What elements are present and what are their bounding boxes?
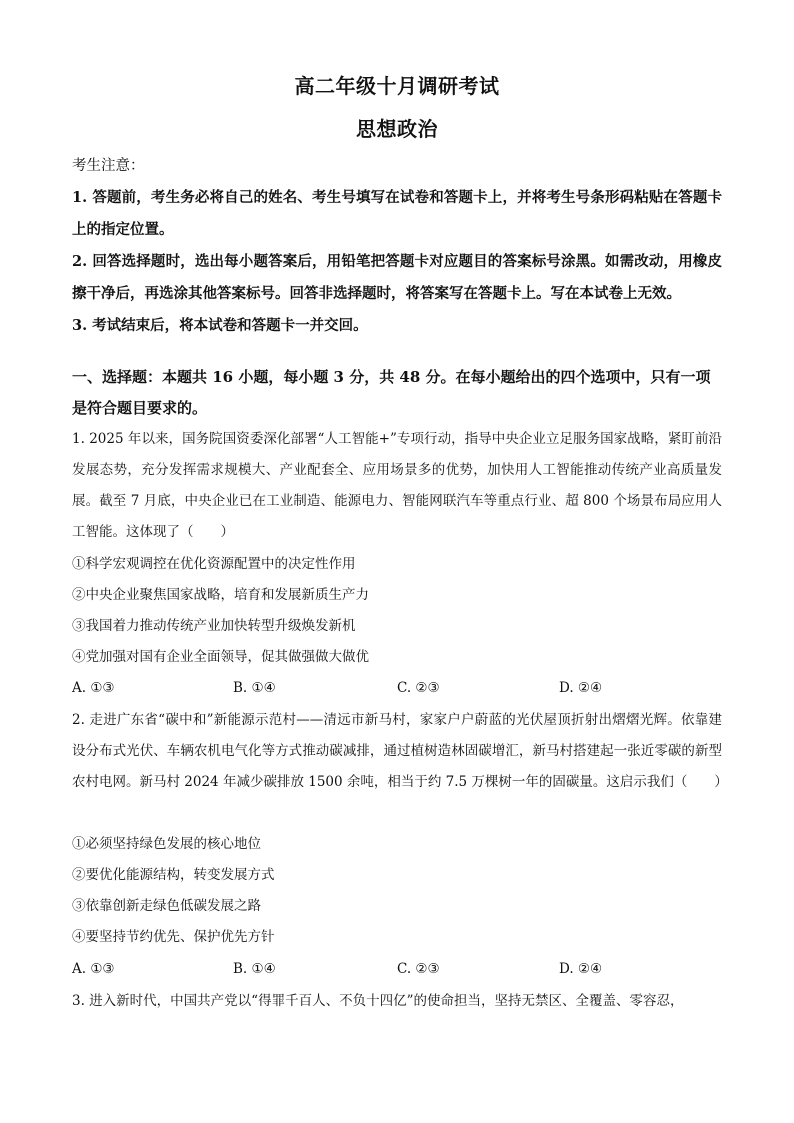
question-2-option-4: ④要坚持节约优先、保护优先方针: [72, 929, 275, 945]
choice-b: B. ①④: [233, 680, 276, 696]
question-2-option-1: ①必须坚持绿色发展的核心地位: [72, 836, 261, 852]
choice-b: B. ①④: [233, 961, 276, 977]
choice-a: A. ①③: [72, 680, 115, 696]
question-1-stem: 1. 2025 年以来，国务院国资委深化部署“人工智能+”专项行动，指导中央企业立足服务国家战略，紧盯前沿发展态势，充分发挥需求规模大、产业配套全、应用场景多的优势，加快用人工智能推动传统产业高质量发展。截至 7 月底，中央企业已在工业制造、能源电力、智能网联汽车等重点行业、超 800 个场景布局应用人工智能。这体现了（ ）: [72, 431, 722, 540]
choice-d: D. ②④: [559, 680, 603, 696]
question-2-choices: [72, 954, 722, 985]
note-item-1: 1. 答题前，考生务必将自己的姓名、考生号填写在试卷和答题卡上，并将考生号条形码粘贴在答题卡上的指定位置。: [72, 189, 722, 238]
choice-c: C. ②③: [397, 961, 440, 977]
question-2-stem: 2. 走进广东省“碳中和”新能源示范村——清远市新马村，家家户户蔚蓝的光伏屋顶折射出熠熠光辉。依靠建设分布式光伏、车辆农机电气化等方式推动碳减排，通过植树造林固碳增汇，新马村搭建起一张近零碳的新型农村电网。新马村 2024 年减少碳排放 1500 余吨，相当于约 7.5 万棵树一年的固碳量。这启示我们（ ）: [72, 712, 728, 790]
question-3-stem: 3. 进入新时代，中国共产党以“得罪千百人、不负十四亿”的使命担当，坚持无禁区、全覆盖、零容忍，: [72, 993, 684, 1009]
notes-heading: 考生注意：: [72, 158, 145, 174]
exam-title: 高二年级十月调研考试: [294, 74, 500, 98]
question-2-option-3: ③依靠创新走绿色低碳发展之路: [72, 898, 261, 914]
question-2-option-2: ②要优化能源结构，转变发展方式: [72, 867, 275, 883]
choice-d: D. ②④: [559, 961, 603, 977]
note-item-3: 3. 考试结束后，将本试卷和答题卡一并交回。: [72, 317, 368, 334]
question-1-option-2: ②中央企业聚焦国家战略，培育和发展新质生产力: [72, 587, 369, 603]
candidate-notes: [72, 150, 722, 342]
question-1-option-4: ④党加强对国有企业全面领导，促其做强做大做优: [72, 649, 369, 665]
exam-subject: 思想政治: [356, 117, 438, 141]
question-1-choices: [72, 673, 722, 704]
choice-a: A. ①③: [72, 961, 115, 977]
note-item-2: 2. 回答选择题时，选出每小题答案后，用铅笔把答题卡对应题目的答案标号涂黑。如需改动，用橡皮擦干净后，再选涂其他答案标号。回答非选择题时，将答案写在答题卡上。写在本试卷上无效。: [72, 253, 722, 302]
question-1-option-1: ①科学宏观调控在优化资源配置中的决定性作用: [72, 556, 356, 572]
section-heading: 一、选择题：本题共 16 小题，每小题 3 分，共 48 分。在每小题给出的四个选项中，只有一项是符合题目要求的。: [72, 368, 711, 417]
choice-c: C. ②③: [397, 680, 440, 696]
question-1-option-3: ③我国着力推动传统产业加快转型升级焕发新机: [72, 618, 356, 634]
